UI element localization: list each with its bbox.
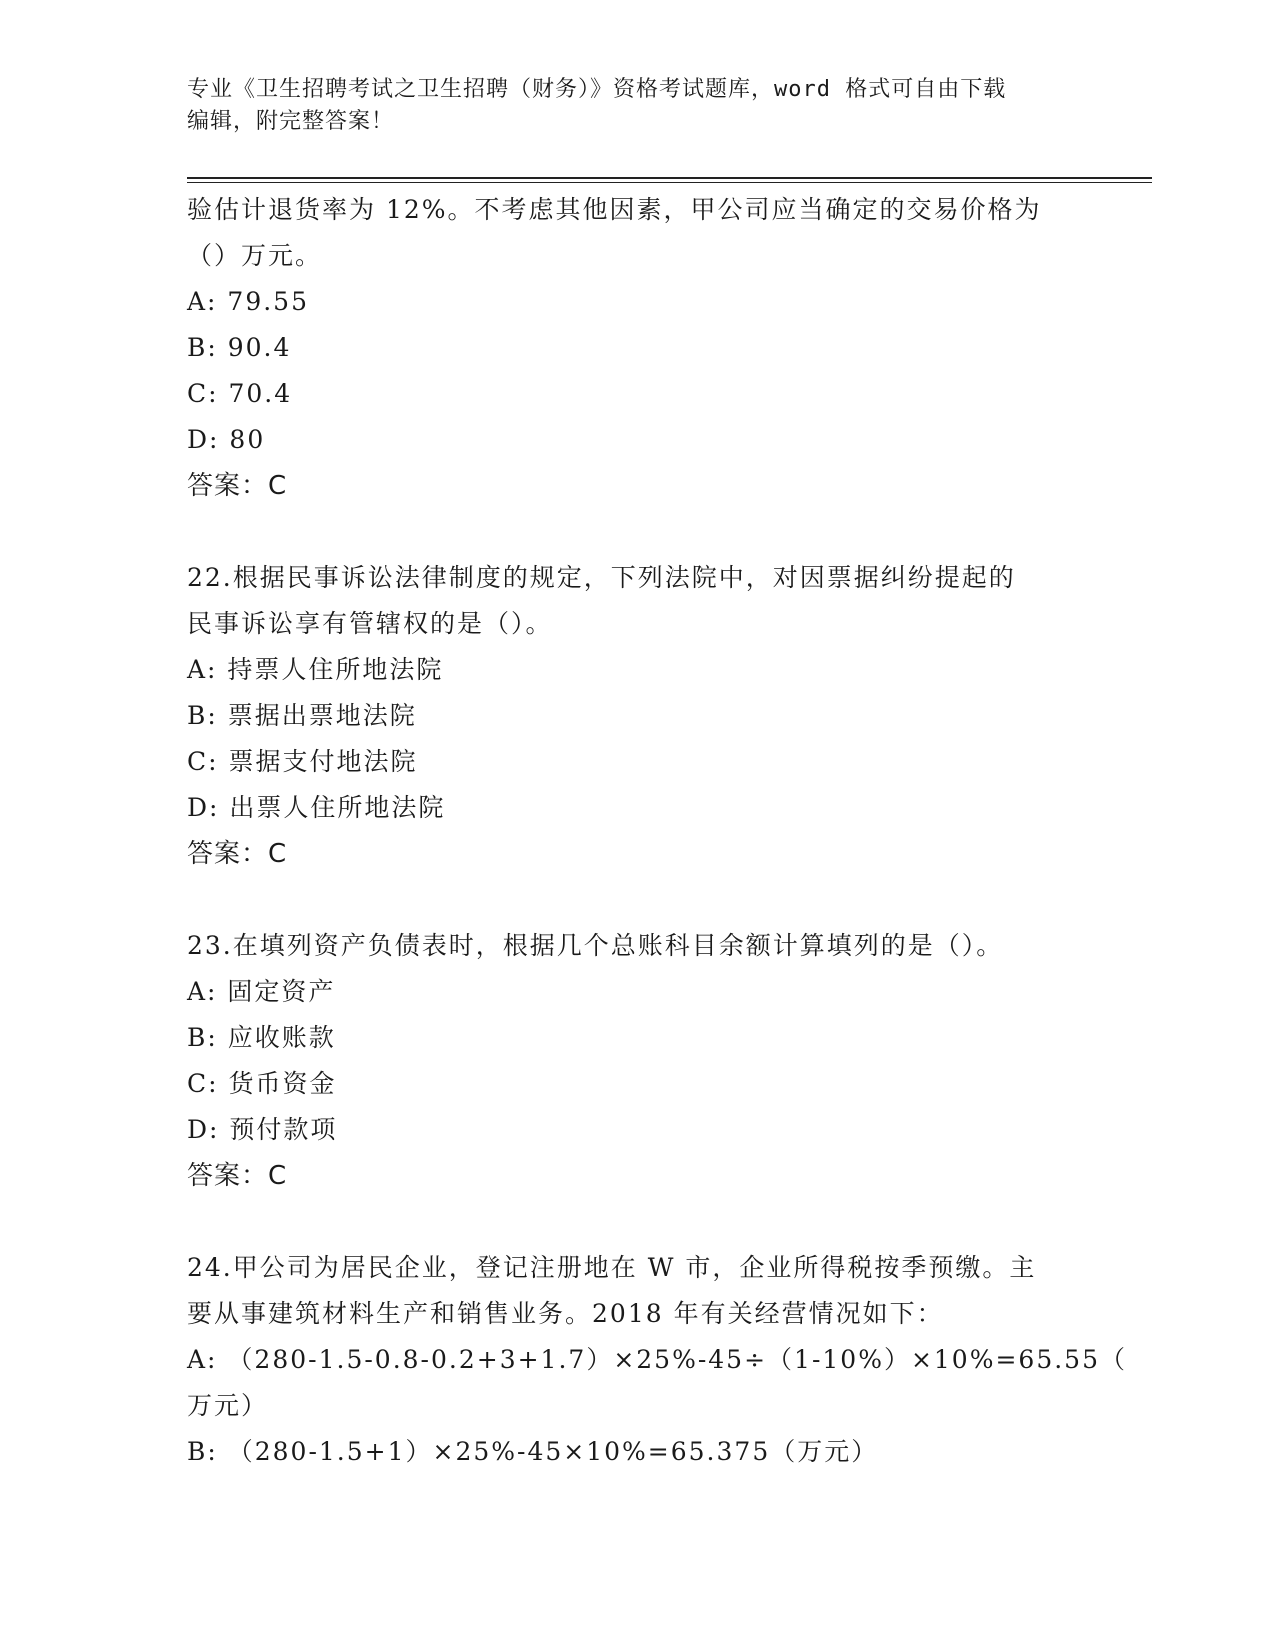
- option-a-continued: 万元）: [187, 1391, 269, 1420]
- option-a: A: 持票人住所地法院: [187, 655, 444, 684]
- header-divider-thick: [187, 177, 1152, 179]
- question-spacer: [187, 509, 1087, 555]
- option-d: D: 出票人住所地法院: [187, 793, 446, 822]
- header-line-1: 专业《卫生招聘考试之卫生招聘（财务）》资格考试题库，word 格式可自由下载: [187, 77, 1007, 102]
- question-stem-line: 23.在填列资产负债表时，根据几个总账科目余额计算填列的是（）。: [187, 931, 1004, 960]
- question-stem-line: 24.甲公司为居民企业，登记注册地在 W 市，企业所得税按季预缴。主: [187, 1253, 1037, 1282]
- header-line-2: 编辑，附完整答案！: [187, 109, 395, 134]
- option-a: A: 固定资产: [187, 977, 336, 1006]
- question-stem-line: （）万元。: [187, 241, 323, 270]
- header-divider-thin: [187, 182, 1152, 183]
- answer-line: 答案：C: [187, 839, 288, 869]
- question-stem-line: 22.根据民事诉讼法律制度的规定，下列法院中，对因票据纠纷提起的: [187, 563, 1016, 592]
- option-a: A: （280-1.5-0.8-0.2+3+1.7）×25%-45÷（1-10%）×10%=65.55（: [187, 1345, 1127, 1374]
- question-stem-line: 要从事建筑材料生产和销售业务。2018 年有关经营情况如下：: [187, 1299, 944, 1328]
- option-d: D: 预付款项: [187, 1115, 338, 1144]
- option-b: B: （280-1.5+1）×25%-45×10%=65.375（万元）: [187, 1437, 879, 1466]
- answer-line: 答案：C: [187, 1161, 288, 1191]
- answer-line: 答案：C: [187, 471, 288, 501]
- document-header: [187, 74, 1087, 138]
- question-spacer: [187, 877, 1087, 923]
- question-stem-line: 民事诉讼享有管辖权的是（）。: [187, 609, 553, 638]
- option-b: B: 90.4: [187, 333, 292, 362]
- option-c: C: 货币资金: [187, 1069, 337, 1098]
- question-21: [187, 187, 1087, 509]
- question-22: [187, 555, 1087, 877]
- option-d: D: 80: [187, 425, 266, 454]
- question-content: [187, 187, 1127, 1475]
- option-b: B: 应收账款: [187, 1023, 336, 1052]
- option-b: B: 票据出票地法院: [187, 701, 417, 730]
- question-spacer: [187, 1199, 1087, 1245]
- question-23: [187, 923, 1087, 1199]
- question-24: [187, 1245, 1127, 1475]
- question-stem-line: 验估计退货率为 12%。不考虑其他因素，甲公司应当确定的交易价格为: [187, 195, 1042, 224]
- option-c: C: 票据支付地法院: [187, 747, 418, 776]
- option-a: A: 79.55: [187, 287, 309, 316]
- option-c: C: 70.4: [187, 379, 293, 408]
